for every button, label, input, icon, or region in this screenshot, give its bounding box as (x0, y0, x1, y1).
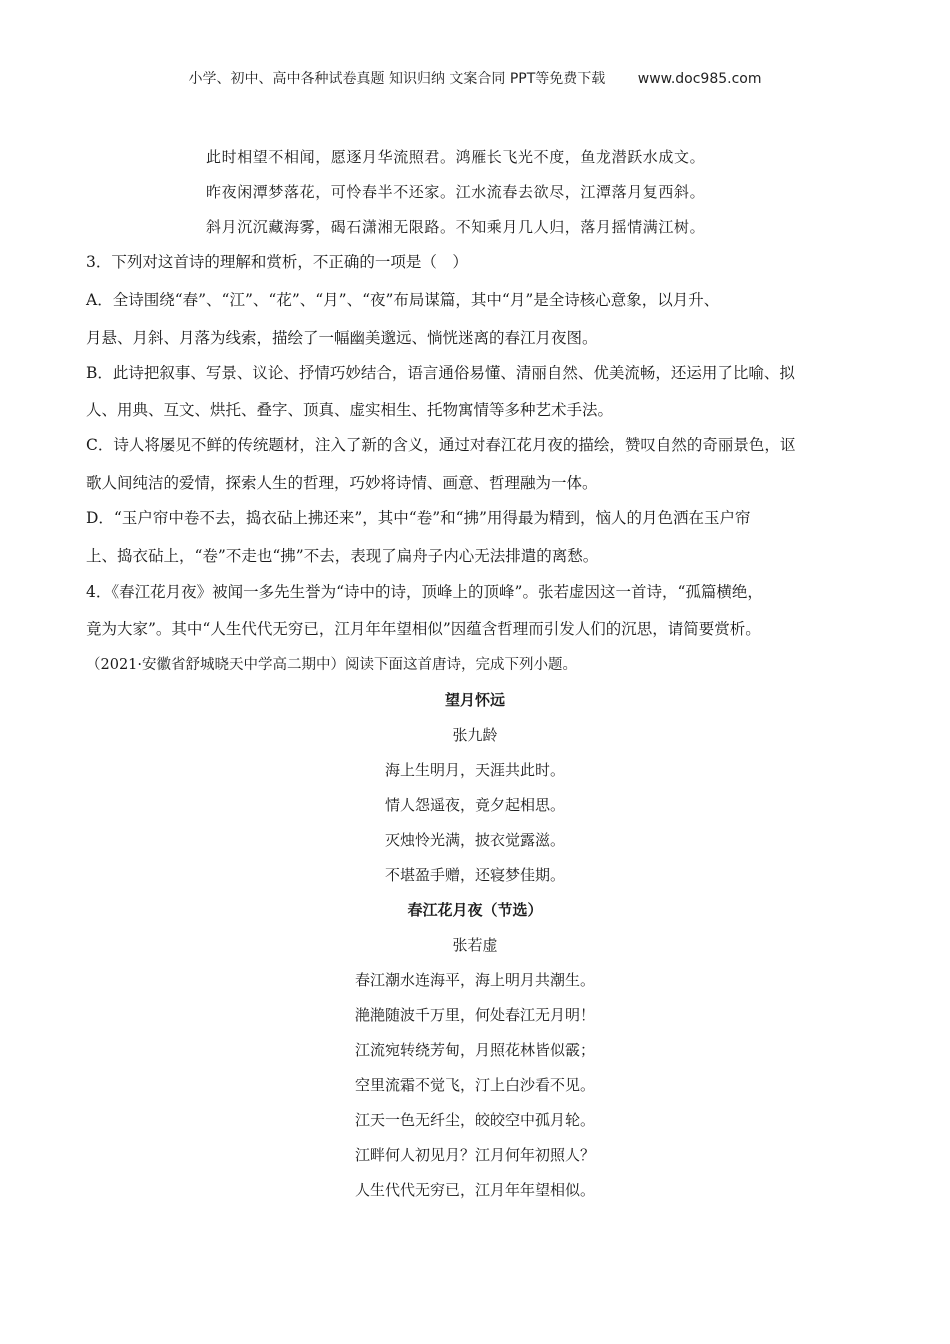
poem2-line: 江天一色无纤尘，皎皎空中孤月轮。 (354, 1111, 595, 1129)
poem-top-line: 斜月沉沉藏海雾，碣石潇湘无限路。不知乘月几人归，落月摇情满江树。 (206, 218, 706, 236)
poem1-author: 张九龄 (452, 726, 498, 744)
option-c-line-2: 歌人间纯洁的爱情，探索人生的哲理，巧妙将诗情、画意、哲理融为一体。 (86, 474, 598, 492)
page-header (0, 68, 950, 88)
poem1-title: 望月怀远 (444, 691, 505, 709)
option-c-line-1: C．诗人将屡见不鲜的传统题材，注入了新的含义，通过对春江花月夜的描绘，赞叹自然的奇丽景色，讴 (86, 436, 796, 454)
poem2-line: 江流宛转绕芳甸，月照花林皆似霰； (354, 1041, 595, 1059)
header-site-link[interactable]: www.doc985.com (637, 71, 762, 87)
question-4-line-1: 4．《春江花月夜》被闻一多先生誉为“诗中的诗，顶峰上的顶峰”。张若虚因这一首诗，“孤篇横绝， (86, 583, 763, 601)
poem1-line: 情人怨遥夜，竟夕起相思。 (384, 796, 565, 814)
poem2-author: 张若虚 (452, 936, 498, 954)
question-3-stem: 3．下列对这首诗的理解和赏析，不正确的一项是（ ） (86, 253, 468, 271)
source-line: （2021·安徽省舒城晓天中学高二期中）阅读下面这首唐诗，完成下列小题。 (86, 657, 578, 673)
poem-top-line: 此时相望不相闻，愿逐月华流照君。鸿雁长飞光不度，鱼龙潜跃水成文。 (206, 148, 706, 166)
option-b-line-1: B．此诗把叙事、写景、议论、抒情巧妙结合，语言通俗易懂、清丽自然、优美流畅，还运用了比喻、拟 (86, 364, 795, 382)
poem1-line: 灭烛怜光满，披衣觉露滋。 (384, 831, 565, 849)
header-text: 小学、初中、高中各种试卷真题 知识归纳 文案合同 PPT等免费下载 (188, 71, 606, 87)
poem2-line: 空里流霜不觉飞，汀上白沙看不见。 (354, 1076, 595, 1094)
option-d-line-1: D．“玉户帘中卷不去，捣衣砧上拂还来”，其中“卷”和“拂”用得最为精到，恼人的月色洒在玉户帘 (86, 509, 751, 527)
poem1-line: 不堪盈手赠，还寝梦佳期。 (384, 866, 565, 884)
option-d-line-2: 上、捣衣砧上，“卷”不走也“拂”不去，表现了扁舟子内心无法排遣的离愁。 (86, 547, 599, 565)
question-4-line-2: 竟为大家”。其中“人生代代无穷已，江月年年望相似”因蕴含哲理而引发人们的沉思，请简要赏析。 (86, 620, 761, 638)
poem2-line: 春江潮水连海平，海上明月共潮生。 (354, 971, 595, 989)
poem2-line: 江畔何人初见月？江月何年初照人？ (354, 1146, 595, 1164)
poem-top-line: 昨夜闲潭梦落花，可怜春半不还家。江水流春去欲尽，江潭落月复西斜。 (206, 183, 706, 201)
poem2-title: 春江花月夜（节选） (407, 901, 543, 919)
poem2-line: 滟滟随波千万里，何处春江无月明！ (354, 1006, 595, 1024)
option-a-line-1: A．全诗围绕“春”、“江”、“花”、“月”、“夜”布局谋篇，其中“月”是全诗核心意象，以月升、 (86, 291, 720, 309)
poem1-line: 海上生明月，天涯共此时。 (384, 761, 565, 779)
option-b-line-2: 人、用典、互文、烘托、叠字、顶真、虚实相生、托物寓情等多种艺术手法。 (86, 401, 614, 419)
option-a-line-2: 月悬、月斜、月落为线索，描绘了一幅幽美邈远、惝恍迷离的春江月夜图。 (86, 329, 598, 347)
poem2-line: 人生代代无穷已，江月年年望相似。 (354, 1181, 595, 1199)
